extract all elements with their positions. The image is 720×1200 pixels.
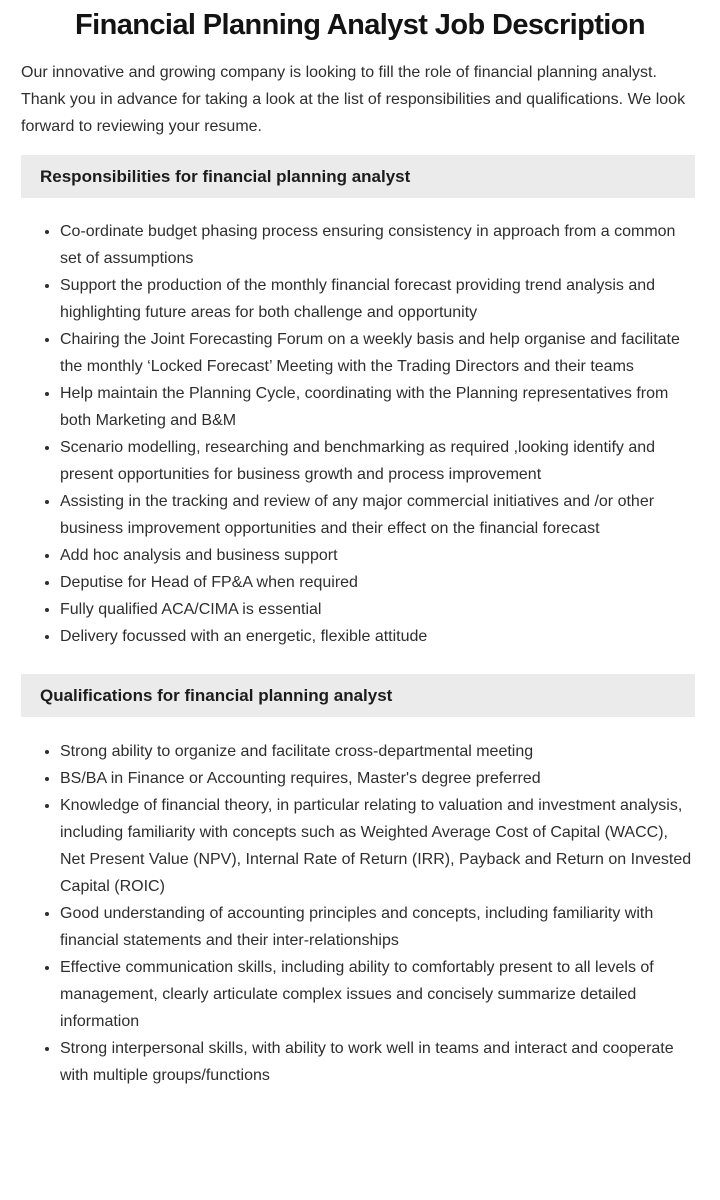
list-item: • Assisting in the tracking and review of any major commercial initiatives and /or other business improvement opportunities and their effect on the financial forecast	[60, 488, 695, 542]
list-item: • Delivery focussed with an energetic, flexible attitude	[60, 623, 695, 650]
list-item: • Help maintain the Planning Cycle, coordinating with the Planning representatives from both Marketing and B&M	[60, 380, 695, 434]
job-description-page	[0, 8, 720, 1200]
page-title: Financial Planning Analyst Job Description	[75, 9, 645, 41]
list-item: • Chairing the Joint Forecasting Forum on a weekly basis and help organise and facilitate the monthly ‘Locked Forecast’ Meeting with the Trading Directors and their teams	[60, 326, 695, 380]
list-item: • Strong interpersonal skills, with ability to work well in teams and interact and cooperate with multiple groups/functions	[60, 1035, 695, 1089]
responsibilities-list	[21, 218, 695, 650]
list-item: • Good understanding of accounting principles and concepts, including familiarity with financial statements and their inter-relationships	[60, 900, 695, 954]
list-item: • Strong ability to organize and facilitate cross-departmental meeting	[60, 738, 695, 765]
section-header-responsibilities: Responsibilities for financial planning analyst	[21, 155, 695, 198]
list-item: • Knowledge of financial theory, in particular relating to valuation and investment analysis, including familiarity with concepts such as Weighted Average Cost of Capital (WACC), Net Present Value (NPV), Internal Rate of Return (IRR), Payback and Return on Invested Capital (ROIC)	[60, 792, 695, 900]
list-item: • Scenario modelling, researching and benchmarking as required ,looking identify and present opportunities for business growth and process improvement	[60, 434, 695, 488]
section-header-qualifications: Qualifications for financial planning analyst	[21, 674, 695, 717]
qualifications-list	[21, 738, 695, 1089]
list-item: • Co-ordinate budget phasing process ensuring consistency in approach from a common set of assumptions	[60, 218, 695, 272]
list-item: • Fully qualified ACA/CIMA is essential	[60, 596, 695, 623]
intro-paragraph: Our innovative and growing company is looking to fill the role of financial planning analyst. Thank you in advance for taking a look at the list of responsibilities and qualifications. We look forward to reviewing your resume.	[21, 64, 686, 135]
list-item: • Deputise for Head of FP&A when required	[60, 569, 695, 596]
list-item: • Support the production of the monthly financial forecast providing trend analysis and highlighting future areas for both challenge and opportunity	[60, 272, 695, 326]
list-item: • BS/BA in Finance or Accounting requires, Master's degree preferred	[60, 765, 695, 792]
list-item: • Effective communication skills, including ability to comfortably present to all levels of management, clearly articulate complex issues and concisely summarize detailed information	[60, 954, 695, 1035]
list-item: • Add hoc analysis and business support	[60, 542, 695, 569]
